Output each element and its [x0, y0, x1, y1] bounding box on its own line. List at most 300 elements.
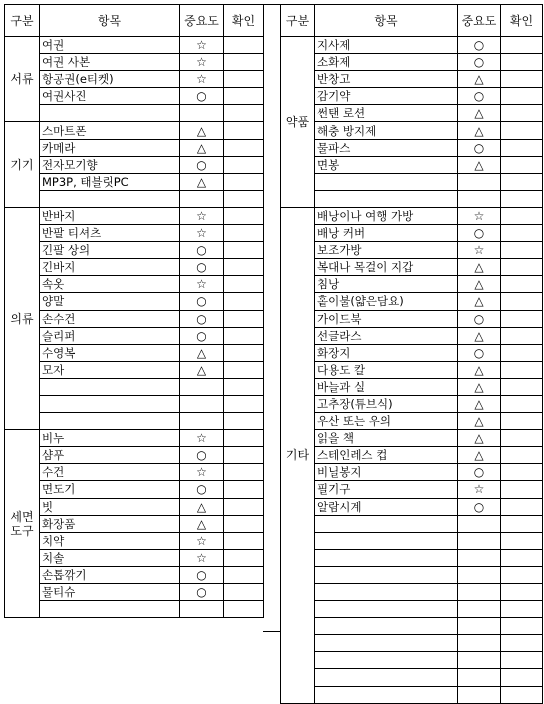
item-cell: 해충 방지제: [315, 122, 458, 139]
importance-cell: [180, 190, 224, 207]
check-cell[interactable]: [224, 361, 264, 378]
table-row: [281, 686, 543, 703]
importance-cell: △: [458, 71, 501, 88]
table-row: [281, 515, 543, 532]
importance-cell: ○: [180, 156, 224, 173]
item-cell: [315, 515, 458, 532]
table-row: [281, 122, 543, 139]
importance-cell: △: [458, 259, 501, 276]
check-cell[interactable]: [501, 242, 543, 259]
importance-cell: △: [458, 156, 501, 173]
table-row: [281, 549, 543, 566]
table-row: [281, 584, 543, 601]
check-cell[interactable]: [501, 344, 543, 361]
importance-cell: ☆: [180, 430, 224, 447]
table-row: [5, 242, 264, 259]
check-cell[interactable]: [224, 276, 264, 293]
table-row: [5, 190, 264, 207]
importance-cell: △: [458, 293, 501, 310]
check-cell[interactable]: [224, 464, 264, 481]
check-cell[interactable]: [224, 242, 264, 259]
item-cell: [40, 413, 180, 430]
importance-cell: △: [458, 361, 501, 378]
check-cell[interactable]: [501, 190, 543, 207]
item-cell: 카메라: [40, 139, 180, 156]
check-cell[interactable]: [501, 549, 543, 566]
importance-cell: [180, 413, 224, 430]
check-cell[interactable]: [501, 293, 543, 310]
table-row: [5, 378, 264, 395]
table-row: [281, 395, 543, 412]
check-cell[interactable]: [224, 190, 264, 207]
table-row: [5, 447, 264, 464]
table-row: [5, 173, 264, 190]
item-cell: 속옷: [40, 276, 180, 293]
table-row: [281, 88, 543, 105]
check-cell[interactable]: [224, 413, 264, 430]
item-cell: MP3P, 태블릿PC: [40, 173, 180, 190]
item-cell: 비닐봉지: [315, 464, 458, 481]
importance-cell: ○: [180, 242, 224, 259]
item-cell: 비누: [40, 430, 180, 447]
item-cell: 여권 사본: [40, 54, 180, 71]
importance-cell: ☆: [180, 37, 224, 54]
table-row: [281, 601, 543, 618]
importance-cell: ☆: [180, 276, 224, 293]
item-cell: 물파스: [315, 139, 458, 156]
table-row: [5, 156, 264, 173]
item-cell: 반팔 티셔츠: [40, 225, 180, 242]
item-cell: 스테인레스 컵: [315, 447, 458, 464]
item-cell: [315, 190, 458, 207]
item-cell: 반바지: [40, 207, 180, 224]
importance-cell: ○: [180, 88, 224, 105]
header-importance: 중요도: [458, 5, 501, 37]
item-cell: 썬탠 로션: [315, 105, 458, 122]
item-cell: 복대나 목걸이 지갑: [315, 259, 458, 276]
table-row: [5, 88, 264, 105]
check-cell[interactable]: [501, 259, 543, 276]
table-row: [5, 71, 264, 88]
importance-cell: ○: [458, 464, 501, 481]
check-cell[interactable]: [224, 156, 264, 173]
check-cell[interactable]: [501, 378, 543, 395]
check-cell[interactable]: [501, 464, 543, 481]
category-cell: 기타: [281, 207, 315, 703]
importance-cell: ☆: [458, 242, 501, 259]
check-cell[interactable]: [501, 447, 543, 464]
check-cell[interactable]: [224, 259, 264, 276]
check-cell[interactable]: [224, 395, 264, 412]
item-cell: 샴푸: [40, 447, 180, 464]
importance-cell: ○: [458, 54, 501, 71]
table-row: [5, 327, 264, 344]
table-row: [281, 464, 543, 481]
importance-cell: △: [180, 139, 224, 156]
header-category: 구분: [281, 5, 315, 37]
table-row: [281, 447, 543, 464]
check-cell[interactable]: [224, 447, 264, 464]
category-cell: 기기: [5, 122, 40, 207]
table-row: [5, 601, 264, 618]
check-cell[interactable]: [501, 122, 543, 139]
table-row: [281, 652, 543, 669]
item-cell: [315, 566, 458, 583]
check-cell[interactable]: [501, 139, 543, 156]
check-cell[interactable]: [501, 395, 543, 412]
importance-cell: [458, 618, 501, 635]
item-cell: 긴바지: [40, 259, 180, 276]
check-cell[interactable]: [501, 327, 543, 344]
check-cell[interactable]: [224, 207, 264, 224]
table-row: [281, 225, 543, 242]
importance-cell: ☆: [180, 225, 224, 242]
category-cell: 서류: [5, 37, 40, 122]
item-cell: 여권: [40, 37, 180, 54]
item-cell: [315, 173, 458, 190]
table-row: [5, 549, 264, 566]
table-row: [281, 173, 543, 190]
check-cell[interactable]: [501, 498, 543, 515]
table-row: [281, 327, 543, 344]
category-cell: 세면 도구: [5, 430, 40, 618]
check-cell[interactable]: [501, 635, 543, 652]
check-cell[interactable]: [501, 652, 543, 669]
check-cell[interactable]: [224, 293, 264, 310]
check-cell[interactable]: [501, 173, 543, 190]
item-cell: [315, 618, 458, 635]
check-cell[interactable]: [501, 54, 543, 71]
item-cell: 가이드북: [315, 310, 458, 327]
table-row: [5, 37, 264, 54]
importance-cell: [180, 378, 224, 395]
table-row: [5, 413, 264, 430]
check-cell[interactable]: [501, 430, 543, 447]
importance-cell: ○: [458, 88, 501, 105]
importance-cell: [458, 549, 501, 566]
item-cell: 침낭: [315, 276, 458, 293]
check-cell[interactable]: [501, 105, 543, 122]
category-cell: 의류: [5, 207, 40, 429]
importance-cell: △: [458, 105, 501, 122]
item-cell: [315, 669, 458, 686]
check-cell[interactable]: [501, 276, 543, 293]
importance-cell: △: [458, 327, 501, 344]
importance-cell: [458, 173, 501, 190]
table-row: [5, 207, 264, 224]
check-cell[interactable]: [501, 71, 543, 88]
importance-cell: ☆: [180, 71, 224, 88]
item-cell: 감기약: [315, 88, 458, 105]
table-row: [5, 54, 264, 71]
header-category: 구분: [5, 5, 40, 37]
check-cell[interactable]: [224, 430, 264, 447]
table-row: [281, 156, 543, 173]
importance-cell: ☆: [180, 464, 224, 481]
check-cell[interactable]: [501, 37, 543, 54]
item-cell: 화장품: [40, 515, 180, 532]
table-row: [281, 413, 543, 430]
item-cell: 필기구: [315, 481, 458, 498]
table-row: [5, 584, 264, 601]
item-cell: 알람시계: [315, 498, 458, 515]
header-check: 확인: [224, 5, 264, 37]
item-cell: 지사제: [315, 37, 458, 54]
item-cell: 홑이불(얇은담요): [315, 293, 458, 310]
check-cell[interactable]: [501, 566, 543, 583]
item-cell: 모자: [40, 361, 180, 378]
table-row: [281, 430, 543, 447]
importance-cell: △: [458, 395, 501, 412]
importance-cell: △: [458, 413, 501, 430]
item-cell: 반창고: [315, 71, 458, 88]
table-row: [281, 293, 543, 310]
check-cell[interactable]: [224, 54, 264, 71]
item-cell: 여권사진: [40, 88, 180, 105]
table-row: [5, 481, 264, 498]
item-cell: 소화제: [315, 54, 458, 71]
importance-cell: ○: [180, 310, 224, 327]
item-cell: 수건: [40, 464, 180, 481]
table-row: [281, 242, 543, 259]
check-cell[interactable]: [501, 225, 543, 242]
item-cell: 전자모기향: [40, 156, 180, 173]
item-cell: 우산 또는 우의: [315, 413, 458, 430]
importance-cell: ○: [180, 481, 224, 498]
item-cell: [40, 105, 180, 122]
importance-cell: ☆: [458, 207, 501, 224]
check-cell[interactable]: [224, 498, 264, 515]
table-row: [5, 361, 264, 378]
table-row: [5, 276, 264, 293]
item-cell: 고추장(튜브식): [315, 395, 458, 412]
check-cell[interactable]: [224, 344, 264, 361]
importance-cell: [458, 515, 501, 532]
item-cell: 긴팔 상의: [40, 242, 180, 259]
check-cell[interactable]: [224, 515, 264, 532]
item-cell: 면도기: [40, 481, 180, 498]
table-gap: [263, 4, 280, 632]
table-row: [5, 105, 264, 122]
checklist-table-right: [280, 4, 543, 704]
importance-cell: △: [458, 447, 501, 464]
check-cell[interactable]: [224, 139, 264, 156]
check-cell[interactable]: [224, 310, 264, 327]
check-cell[interactable]: [501, 532, 543, 549]
item-cell: 손수건: [40, 310, 180, 327]
table-row: [281, 635, 543, 652]
importance-cell: ○: [180, 293, 224, 310]
item-cell: [40, 395, 180, 412]
header-importance: 중요도: [180, 5, 224, 37]
check-cell[interactable]: [224, 532, 264, 549]
table-row: [281, 669, 543, 686]
check-cell[interactable]: [501, 618, 543, 635]
table-row: [281, 532, 543, 549]
table-row: [5, 566, 264, 583]
check-cell[interactable]: [501, 686, 543, 703]
importance-cell: [458, 686, 501, 703]
check-cell[interactable]: [224, 601, 264, 618]
importance-cell: △: [180, 515, 224, 532]
check-cell[interactable]: [501, 669, 543, 686]
importance-cell: △: [180, 173, 224, 190]
item-cell: [315, 549, 458, 566]
item-cell: 항공권(e티켓): [40, 71, 180, 88]
table-row: [281, 378, 543, 395]
importance-cell: [458, 566, 501, 583]
table-row: [281, 344, 543, 361]
check-cell[interactable]: [501, 413, 543, 430]
importance-cell: △: [458, 122, 501, 139]
importance-cell: ☆: [180, 532, 224, 549]
table-row: [281, 71, 543, 88]
check-cell[interactable]: [224, 378, 264, 395]
check-cell[interactable]: [501, 481, 543, 498]
importance-cell: [458, 635, 501, 652]
item-cell: 화장지: [315, 344, 458, 361]
importance-cell: ○: [458, 498, 501, 515]
importance-cell: ○: [180, 584, 224, 601]
importance-cell: ○: [458, 344, 501, 361]
importance-cell: ○: [458, 225, 501, 242]
importance-cell: ☆: [180, 549, 224, 566]
importance-cell: [180, 395, 224, 412]
importance-cell: △: [180, 361, 224, 378]
table-row: [5, 344, 264, 361]
importance-cell: [180, 105, 224, 122]
importance-cell: [458, 601, 501, 618]
header-item: 항목: [40, 5, 180, 37]
importance-cell: ☆: [458, 481, 501, 498]
item-cell: [40, 190, 180, 207]
table-row: [281, 207, 543, 224]
check-cell[interactable]: [501, 207, 543, 224]
table-row: [5, 464, 264, 481]
table-row: [5, 430, 264, 447]
importance-cell: [458, 190, 501, 207]
importance-cell: [458, 669, 501, 686]
check-cell[interactable]: [224, 327, 264, 344]
item-cell: 물티슈: [40, 584, 180, 601]
check-cell[interactable]: [224, 37, 264, 54]
item-cell: 배낭 커버: [315, 225, 458, 242]
check-cell[interactable]: [224, 481, 264, 498]
importance-cell: △: [458, 378, 501, 395]
check-cell[interactable]: [501, 601, 543, 618]
item-cell: 수영복: [40, 344, 180, 361]
check-cell[interactable]: [501, 156, 543, 173]
item-cell: [315, 686, 458, 703]
importance-cell: ○: [180, 259, 224, 276]
table-row: [281, 361, 543, 378]
check-cell[interactable]: [224, 105, 264, 122]
importance-cell: [458, 532, 501, 549]
importance-cell: △: [458, 430, 501, 447]
item-cell: 다용도 칼: [315, 361, 458, 378]
header-item: 항목: [315, 5, 458, 37]
table-row: [5, 532, 264, 549]
item-cell: 스마트폰: [40, 122, 180, 139]
importance-cell: ☆: [180, 207, 224, 224]
item-cell: 양말: [40, 293, 180, 310]
item-cell: [40, 378, 180, 395]
table-row: [5, 139, 264, 156]
item-cell: [315, 652, 458, 669]
item-cell: 빗: [40, 498, 180, 515]
check-cell[interactable]: [224, 88, 264, 105]
importance-cell: ○: [458, 139, 501, 156]
importance-cell: ○: [180, 566, 224, 583]
importance-cell: [180, 601, 224, 618]
importance-cell: ○: [180, 447, 224, 464]
importance-cell: ○: [458, 310, 501, 327]
check-cell[interactable]: [224, 584, 264, 601]
table-row: [281, 566, 543, 583]
importance-cell: △: [180, 344, 224, 361]
check-cell[interactable]: [224, 549, 264, 566]
item-cell: [40, 601, 180, 618]
table-row: [5, 310, 264, 327]
importance-cell: ☆: [180, 54, 224, 71]
table-row: [281, 54, 543, 71]
table-row: [281, 618, 543, 635]
table-row: [281, 37, 543, 54]
check-cell[interactable]: [501, 515, 543, 532]
item-cell: [315, 601, 458, 618]
table-row: [5, 122, 264, 139]
check-cell[interactable]: [224, 566, 264, 583]
item-cell: 선글라스: [315, 327, 458, 344]
table-row: [5, 225, 264, 242]
item-cell: [315, 635, 458, 652]
importance-cell: △: [180, 498, 224, 515]
table-row: [281, 498, 543, 515]
category-cell: 약품: [281, 37, 315, 208]
item-cell: 손톱깎기: [40, 566, 180, 583]
importance-cell: ○: [180, 327, 224, 344]
table-row: [281, 481, 543, 498]
table-row: [5, 498, 264, 515]
item-cell: 면봉: [315, 156, 458, 173]
check-cell[interactable]: [501, 584, 543, 601]
table-row: [5, 515, 264, 532]
table-row: [281, 310, 543, 327]
check-cell[interactable]: [501, 310, 543, 327]
table-row: [281, 276, 543, 293]
item-cell: 배낭이나 여행 가방: [315, 207, 458, 224]
header-row: [281, 5, 543, 37]
item-cell: 바늘과 실: [315, 378, 458, 395]
check-cell[interactable]: [501, 88, 543, 105]
check-cell[interactable]: [224, 173, 264, 190]
importance-cell: △: [458, 276, 501, 293]
check-cell[interactable]: [224, 225, 264, 242]
item-cell: 슬리퍼: [40, 327, 180, 344]
table-row: [281, 105, 543, 122]
item-cell: [315, 532, 458, 549]
table-row: [281, 190, 543, 207]
table-row: [5, 395, 264, 412]
check-cell[interactable]: [501, 361, 543, 378]
header-check: 확인: [501, 5, 543, 37]
item-cell: 치약: [40, 532, 180, 549]
item-cell: 읽을 책: [315, 430, 458, 447]
check-cell[interactable]: [224, 71, 264, 88]
check-cell[interactable]: [224, 122, 264, 139]
header-row: [5, 5, 264, 37]
table-row: [281, 259, 543, 276]
